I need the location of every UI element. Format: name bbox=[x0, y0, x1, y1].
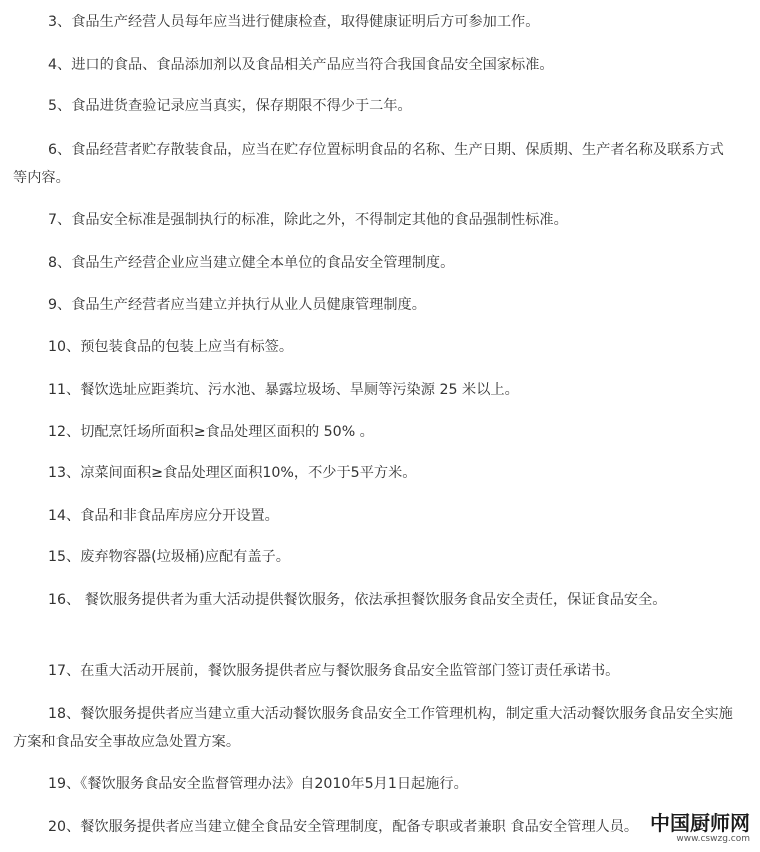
paragraph-20: 20、餐饮服务提供者应当建立健全食品安全管理制度，配备专职或者兼职 食品安全管理人员。 bbox=[48, 819, 639, 835]
paragraph-8: 8、食品生产经营企业应当建立健全本单位的食品安全管理制度。 bbox=[48, 255, 455, 271]
paragraph-19: 19、《餐饮服务食品安全监督管理办法》自2010年5月1日起施行。 bbox=[48, 776, 468, 792]
paragraph-4: 4、进口的食品、食品添加剂以及食品相关产品应当符合我国食品安全国家标准。 bbox=[48, 57, 554, 73]
paragraph-9: 9、食品生产经营者应当建立并执行从业人员健康管理制度。 bbox=[48, 297, 426, 313]
watermark-url: www.cswzg.com bbox=[676, 834, 750, 844]
paragraph-17: 17、在重大活动开展前，餐饮服务提供者应与餐饮服务食品安全监管部门签订责任承诺书。 bbox=[48, 663, 620, 679]
paragraph-6: 6、食品经营者贮存散装食品，应当在贮存位置标明食品的名称、生产日期、保质期、生产者名称及联系方式等内容。 bbox=[13, 142, 724, 186]
paragraph-14: 14、食品和非食品库房应分开设置。 bbox=[48, 508, 279, 524]
paragraph-5: 5、食品进货查验记录应当真实，保存期限不得少于二年。 bbox=[48, 98, 412, 114]
paragraph-18: 18、餐饮服务提供者应当建立重大活动餐饮服务食品安全工作管理机构，制定重大活动餐饮服务食品安全实施方案和食品安全事故应急处置方案。 bbox=[13, 706, 733, 750]
paragraph-15: 15、废弃物容器(垃圾桶)应配有盖子。 bbox=[48, 549, 290, 565]
paragraph-3: 3、食品生产经营人员每年应当进行健康检查，取得健康证明后方可参加工作。 bbox=[48, 14, 540, 30]
watermark-site-name: 中国厨师网 bbox=[650, 811, 750, 835]
paragraph-12: 12、切配烹饪场所面积≥食品处理区面积的 50% 。 bbox=[48, 424, 374, 440]
paragraph-7: 7、食品安全标准是强制执行的标准，除此之外，不得制定其他的食品强制性标准。 bbox=[48, 212, 568, 228]
paragraph-10: 10、预包装食品的包装上应当有标签。 bbox=[48, 339, 294, 355]
paragraph-13: 13、凉菜间面积≥食品处理区面积10%，不少于5平方米。 bbox=[48, 465, 417, 481]
paragraph-16: 16、 餐饮服务提供者为重大活动提供餐饮服务，依法承担餐饮服务食品安全责任，保证食品安全。 bbox=[48, 592, 667, 608]
paragraph-11: 11、餐饮选址应距粪坑、污水池、暴露垃圾场、旱厕等污染源 25 米以上。 bbox=[48, 382, 519, 398]
site-watermark bbox=[650, 812, 750, 844]
